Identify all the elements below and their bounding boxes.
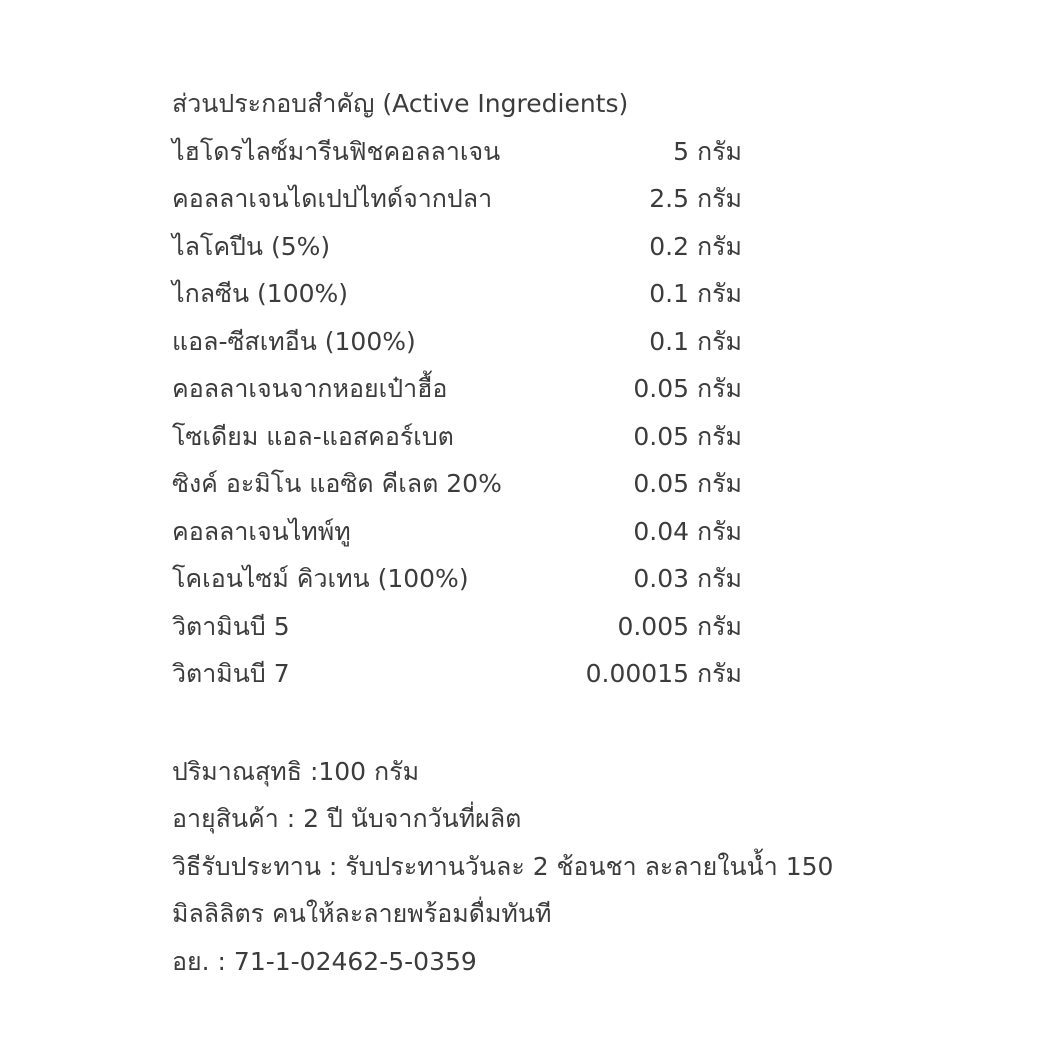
ingredient-amount: 0.05 กรัม <box>633 469 742 498</box>
ingredient-name: โซเดียม แอล-แอสคอร์เบต <box>172 421 454 451</box>
ingredient-row <box>172 270 932 318</box>
ingredient-row <box>172 318 932 366</box>
usage-line-1: วิธีรับประทาน : รับประทานวันละ 2 ช้อนชา ละลายในน้ำ 150 <box>172 851 834 881</box>
ingredient-amount: 2.5 กรัม <box>649 184 742 213</box>
ingredient-name: ซิงค์ อะมิโน แอซิด คีเลต 20% <box>172 469 502 498</box>
ingredient-name: คอลลาเจนไดเปปไทด์จากปลา <box>172 184 493 213</box>
ingredient-amount: 0.00015 กรัม <box>585 659 742 688</box>
ingredient-name: ไฮโดรไลซ์มารีนฟิชคอลลาเจน <box>172 136 501 166</box>
ingredient-name: ไกลซีน (100%) <box>172 279 349 308</box>
section-gap <box>172 698 932 748</box>
ingredient-row <box>172 555 932 603</box>
ingredient-name: วิตามินบี 5 <box>172 611 290 641</box>
ingredient-amount: 5 กรัม <box>673 136 742 166</box>
ingredient-name: ไลโคปีน (5%) <box>172 231 331 261</box>
ingredient-name: วิตามินบี 7 <box>172 659 290 688</box>
ingredient-amount: 0.1 กรัม <box>649 326 742 356</box>
ingredient-amount: 0.03 กรัม <box>633 564 742 593</box>
ingredient-amount: 0.005 กรัม <box>617 611 742 641</box>
shelf-life: อายุสินค้า : 2 ปี นับจากวันที่ผลิต <box>172 804 522 833</box>
fda-number: อย. : 71-1-02462-5-0359 <box>172 946 477 976</box>
net-weight: ปริมาณสุทธิ :100 กรัม <box>172 756 420 786</box>
ingredient-row <box>172 365 932 413</box>
ingredient-name: คอลลาเจนไทพ์ทู <box>172 516 351 546</box>
usage-line-2: มิลลิลิตร คนให้ละลายพร้อมดื่มทันที <box>172 899 552 928</box>
ingredients-heading: ส่วนประกอบสำคัญ (Active Ingredients) <box>172 89 629 118</box>
ingredient-amount: 0.1 กรัม <box>649 279 742 308</box>
ingredient-row <box>172 460 932 508</box>
ingredient-row <box>172 223 932 271</box>
ingredient-amount: 0.05 กรัม <box>633 374 742 403</box>
ingredient-name: แอล-ซีสเทอีน (100%) <box>172 326 416 356</box>
ingredient-name: คอลลาเจนจากหอยเป๋าฮื้อ <box>172 374 448 403</box>
ingredient-row <box>172 603 932 651</box>
ingredient-row <box>172 128 932 176</box>
ingredient-amount: 0.2 กรัม <box>649 231 742 261</box>
ingredient-row <box>172 175 932 223</box>
ingredient-row <box>172 650 932 698</box>
label-document <box>172 80 932 985</box>
ingredient-amount: 0.05 กรัม <box>633 421 742 451</box>
ingredient-amount: 0.04 กรัม <box>633 516 742 546</box>
ingredient-name: โคเอนไซม์ คิวเทน (100%) <box>172 564 469 593</box>
ingredient-row <box>172 508 932 556</box>
ingredient-row <box>172 413 932 461</box>
